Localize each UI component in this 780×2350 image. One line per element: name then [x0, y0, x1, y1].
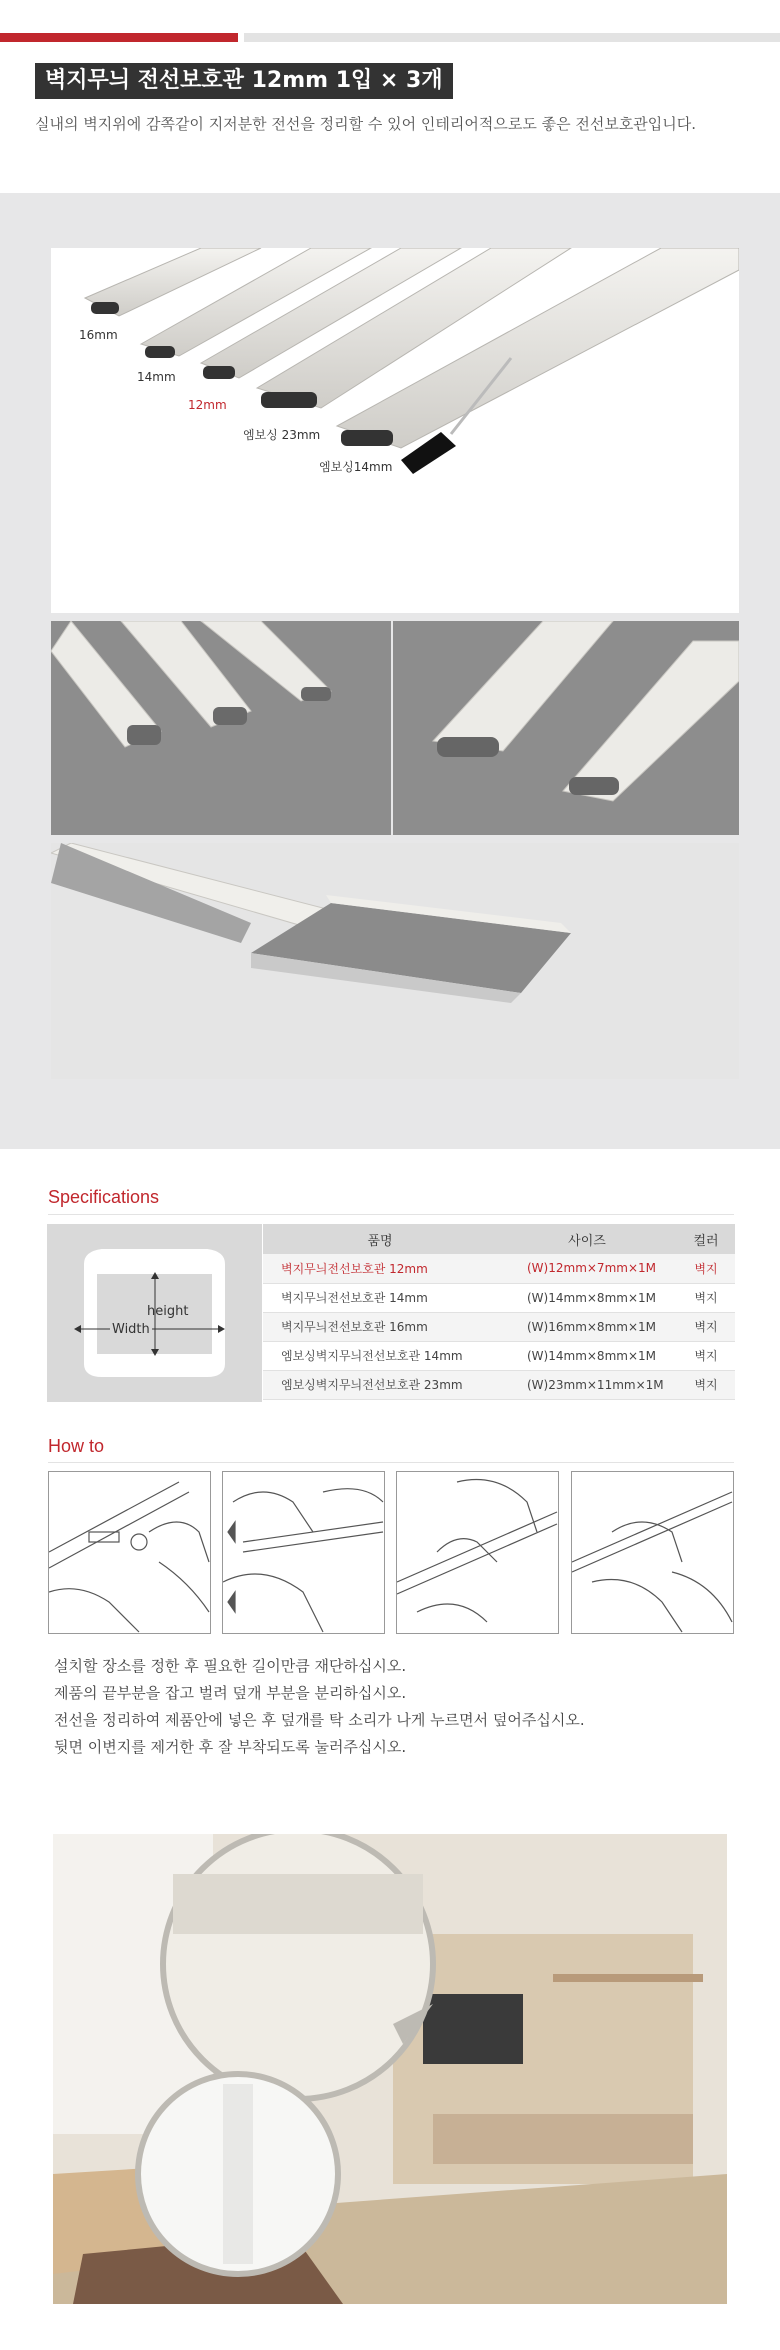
profile-dimension-diagram [47, 1224, 262, 1402]
product-photo-section [0, 193, 780, 1149]
spec-size: (W)14mm×8mm×1M [497, 1341, 677, 1370]
howto-step-3: 전선을 정리하여 제품안에 넣은 후 덮개를 탁 소리가 나게 누르면서 덮어주십시오. [54, 1711, 585, 1729]
table-row [263, 1312, 735, 1341]
closeup-photo-left [51, 621, 391, 835]
col-header-color: 컬러 [677, 1224, 735, 1254]
spec-name: 벽지무늬전선보호관 16mm [263, 1312, 497, 1341]
spec-size: (W)14mm×8mm×1M [497, 1283, 677, 1312]
spec-color: 벽지 [677, 1370, 735, 1399]
howto-step3-illustration [396, 1471, 559, 1634]
spec-name: 엠보싱벽지무늬전선보호관 23mm [263, 1370, 497, 1399]
howto-step-2: 제품의 끝부분을 잡고 벌려 덮개 부분을 분리하십시오. [54, 1684, 407, 1702]
closeup-photo-right [393, 621, 739, 835]
top-bar-gray [244, 33, 780, 42]
label-16mm: 16mm [79, 328, 118, 342]
top-accent-bar [0, 33, 780, 42]
table-row [263, 1254, 735, 1283]
top-bar-red [0, 33, 238, 42]
spec-name: 엠보싱벽지무늬전선보호관 14mm [263, 1341, 497, 1370]
label-emboss-14mm: 엠보싱14mm [319, 460, 393, 474]
spec-name: 벽지무늬전선보호관 12mm [263, 1254, 497, 1283]
spec-name: 벽지무늬전선보호관 14mm [263, 1283, 497, 1312]
label-12mm: 12mm [188, 398, 227, 412]
spec-header-row [263, 1224, 735, 1254]
table-row [263, 1370, 735, 1399]
spec-color: 벽지 [677, 1341, 735, 1370]
interior-room-photo [53, 1834, 727, 2304]
table-row [263, 1283, 735, 1312]
specifications-table [263, 1224, 735, 1400]
diagram-height-label: height [147, 1304, 189, 1319]
howto-step1-illustration [48, 1471, 211, 1634]
spec-color: 벽지 [677, 1312, 735, 1341]
product-lineup-photo [51, 248, 739, 613]
table-row [263, 1341, 735, 1370]
howto-heading: How to [48, 1436, 105, 1456]
howto-divider [48, 1462, 734, 1463]
howto-step-4: 뒷면 이변지를 제거한 후 잘 부착되도록 눌러주십시오. [54, 1738, 407, 1756]
howto-step4-illustration [571, 1471, 734, 1634]
product-title: 벽지무늬 전선보호관 12mm 1입 × 3개 [35, 63, 453, 99]
spec-color: 벽지 [677, 1254, 735, 1283]
specifications-heading: Specifications [48, 1187, 160, 1207]
col-header-name: 품명 [263, 1224, 497, 1254]
open-channel-photo [51, 843, 739, 1079]
label-14mm: 14mm [137, 370, 176, 384]
spec-size: (W)12mm×7mm×1M [497, 1254, 677, 1283]
col-header-size: 사이즈 [497, 1224, 677, 1254]
howto-step-1: 설치할 장소를 정한 후 필요한 길이만큼 재단하십시오. [54, 1657, 407, 1675]
diagram-width-label: Width [112, 1322, 150, 1337]
spec-color: 벽지 [677, 1283, 735, 1312]
spec-size: (W)16mm×8mm×1M [497, 1312, 677, 1341]
spec-size: (W)23mm×11mm×1M [497, 1370, 677, 1399]
specifications-divider [48, 1214, 734, 1215]
product-subtitle: 실내의 벽지위에 감쪽같이 지저분한 전선을 정리할 수 있어 인테리어적으로도 좋은 전선보호관입니다. [35, 115, 697, 133]
howto-step2-illustration [222, 1471, 385, 1634]
label-emboss-23mm: 엠보싱 23mm [243, 428, 321, 442]
